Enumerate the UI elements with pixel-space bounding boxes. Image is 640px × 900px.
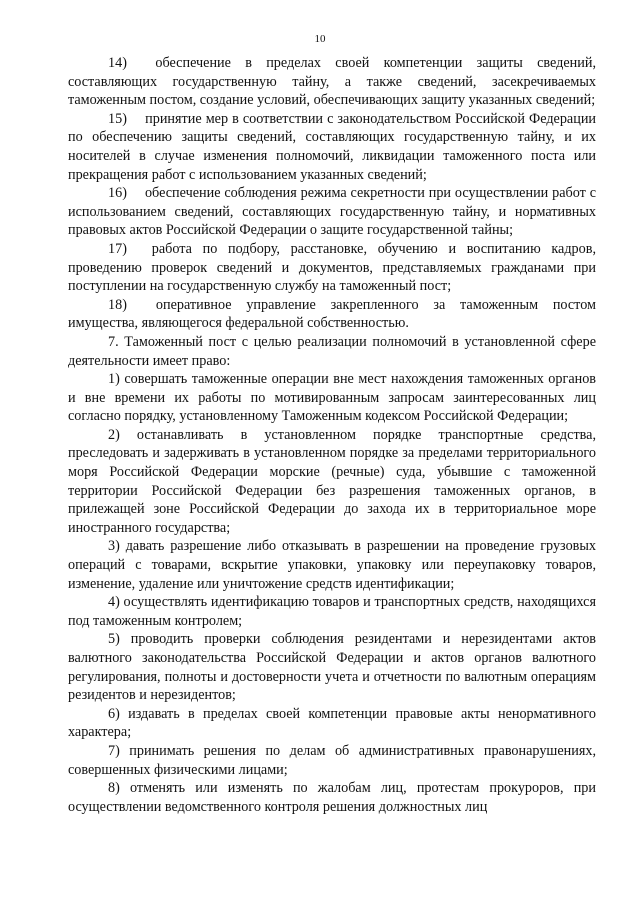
paragraph-item-17: 17) работа по подбору, расстановке, обучению и воспитанию кадров, проведению проверок сведений и документов, представляемых гражданами при поступлении на государственную службу на таможенный пост; — [68, 240, 596, 295]
page-number: 10 — [314, 33, 326, 45]
right-item-5: 5) проводить проверки соблюдения резидентами и нерезидентами актов валютного законодательства Российской Федерации и актов органов валютного регулирования, полноты и достоверности учета и отчетности по валютным операциям резидентов и нерезидентов; — [68, 631, 596, 704]
paragraph-item-18: 18) оперативное управление закрепленного за таможенным постом имущества, являющегося федеральной собственностью. — [68, 296, 596, 332]
document-body — [68, 54, 596, 816]
paragraph-item-16: 16) обеспечение соблюдения режима секретности при осуществлении работ с использованием сведений, составляющих государственную тайну, и нормативных правовых актов Российской Федерации о защите государственной тайны; — [68, 185, 596, 239]
right-item-7: 7) принимать решения по делам об административных правонарушениях, совершенных физическими лицами; — [68, 742, 596, 778]
paragraph-item-15: 15) принятие мер в соответствии с законодательством Российской Федерации по обеспечению защиты сведений, составляющих государственную тайну, и их носителей в случае изменения полномочий, ликвидации таможенного поста или прекращения работ с использованием указанных сведений; — [68, 110, 596, 183]
right-item-2: 2) останавливать в установленном порядке транспортные средства, преследовать и задерживать в установленном порядке за пределами территориального моря Российской Федерации морские (речные) суда, убывшие с таможенной территории Российской Федерации без разрешения таможенных органов, в прилежащей зоне Российской Федерации до захода их в территориальное море иностранного государства; — [68, 426, 596, 536]
paragraph-item-14: 14) обеспечение в пределах своей компетенции защиты сведений, составляющих государственную тайну, а также сведений, засекречиваемых таможенным постом, создание условий, обеспечивающих защиту указанных сведений; — [68, 55, 596, 109]
right-item-6: 6) издавать в пределах своей компетенции правовые акты ненормативного характера; — [68, 705, 596, 741]
section-7-heading-paragraph: 7. Таможенный пост с целью реализации полномочий в установленной сфере деятельности имеет право: — [68, 333, 596, 369]
right-item-3: 3) давать разрешение либо отказывать в разрешении на проведение грузовых операций с товарами, вскрытие упаковки, упаковку или переупаковку товаров, изменение, удаление или уничтожение средств идентификации; — [68, 538, 596, 592]
right-item-4: 4) осуществлять идентификацию товаров и транспортных средств, находящихся под таможенным контролем; — [68, 594, 596, 629]
right-item-8: 8) отменять или изменять по жалобам лиц, протестам прокуроров, при осуществлении ведомственного контроля решения должностных лиц — [68, 780, 596, 815]
right-item-1: 1) совершать таможенные операции вне мест нахождения таможенных органов и вне времени их работы по мотивированным запросам заинтересованных лиц согласно порядку, установленному Таможенным кодексом Российской Федерации; — [68, 371, 596, 425]
